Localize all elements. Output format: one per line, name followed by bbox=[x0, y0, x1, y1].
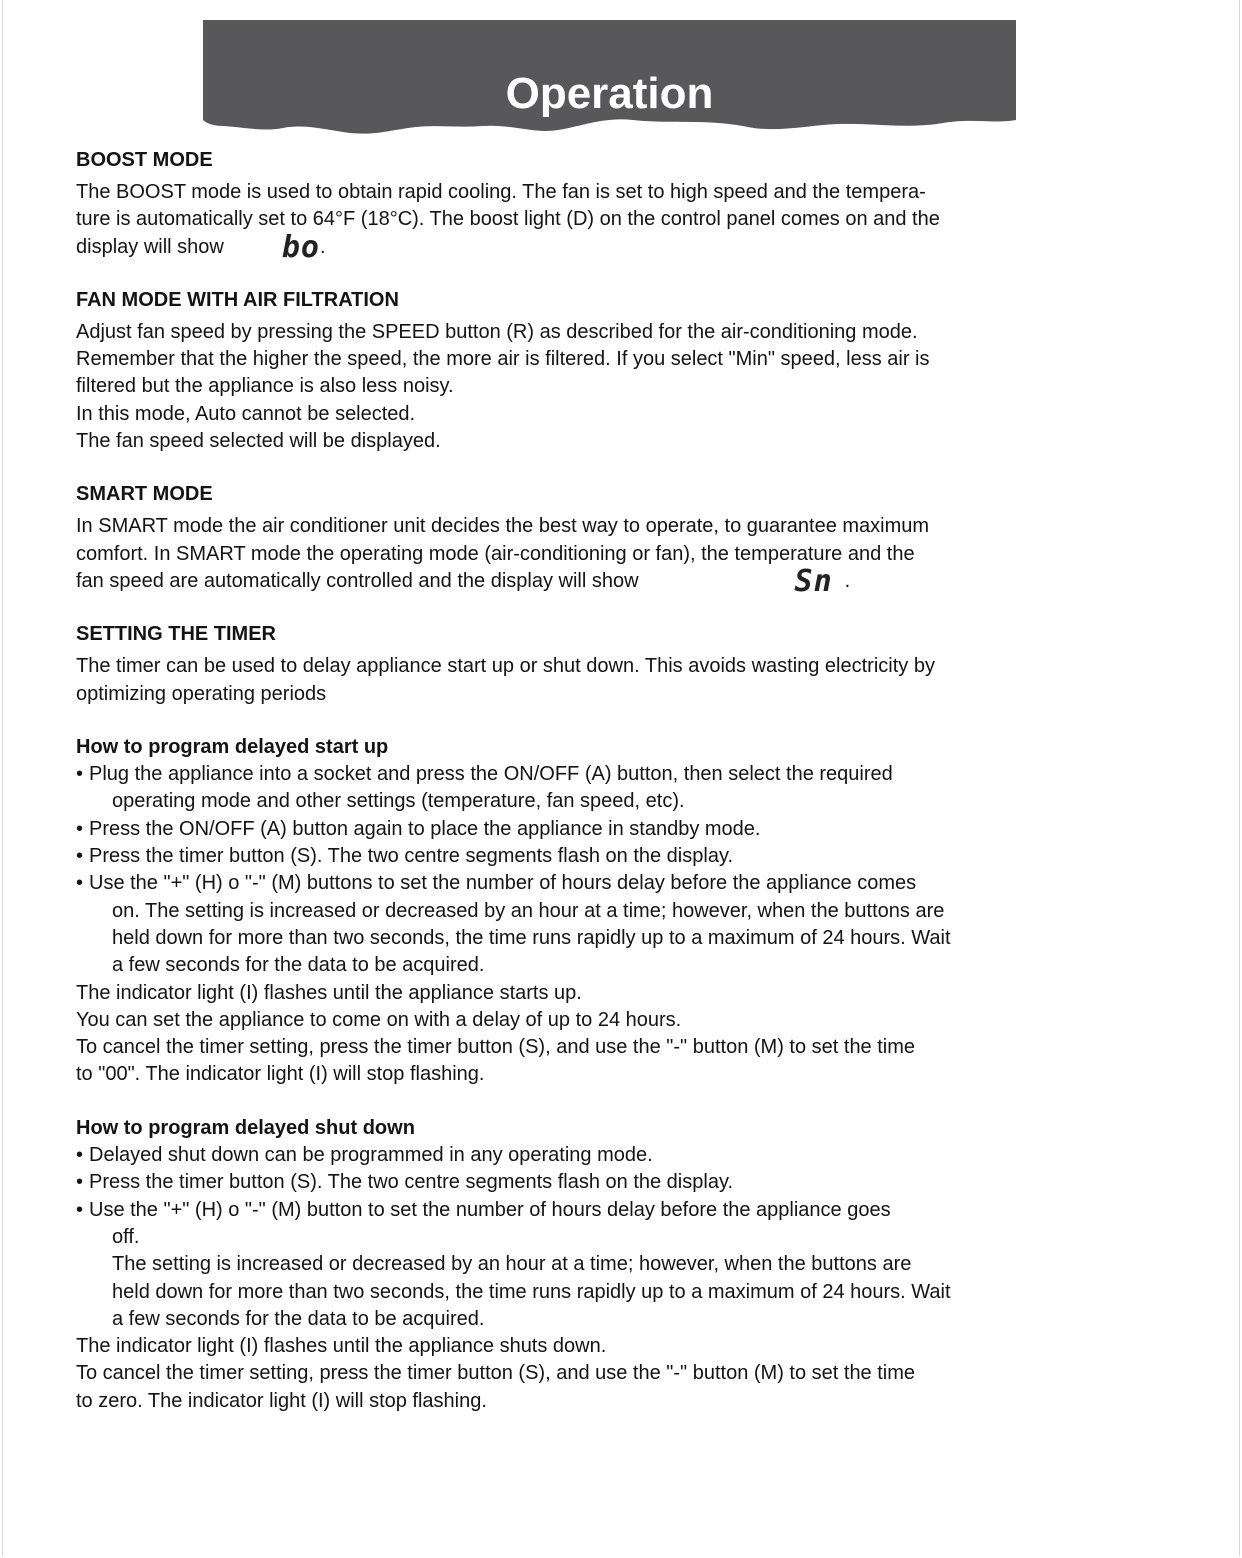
bullet-icon: • bbox=[76, 1198, 84, 1221]
section-title: SMART MODE bbox=[76, 483, 213, 506]
list-item-continuation: held down for more than two seconds, the time runs rapidly up to a maximum of 24 hours. Wait bbox=[112, 926, 951, 949]
list-item-continuation: off. bbox=[112, 1225, 140, 1248]
subsection-title: How to program delayed shut down bbox=[76, 1116, 415, 1139]
lcd-display-bo: bo bbox=[281, 229, 320, 265]
paragraph-line: to "00". The indicator light (I) will stop flashing. bbox=[76, 1063, 485, 1086]
text-span: Press the timer button (S). The two centre segments flash on the display. bbox=[89, 845, 734, 868]
shutdown-section bbox=[76, 1115, 986, 1415]
subsection-title: How to program delayed start up bbox=[76, 735, 389, 758]
section-title: SETTING THE TIMER bbox=[76, 623, 276, 646]
paragraph-line: filtered but the appliance is also less noisy. bbox=[76, 375, 454, 398]
text-span: Use the "+" (H) o "-" (M) buttons to set the number of hours delay before the appliance comes bbox=[89, 872, 917, 895]
list-item-continuation: a few seconds for the data to be acquired. bbox=[112, 1307, 485, 1330]
fan-section bbox=[76, 287, 986, 455]
bullet-icon: • bbox=[76, 872, 84, 895]
punctuation: . bbox=[319, 235, 326, 258]
paragraph-line bbox=[76, 563, 986, 599]
paragraph-line bbox=[76, 229, 986, 265]
paragraph-line: To cancel the timer setting, press the timer button (S), and use the "-" button (M) to set the time bbox=[76, 1036, 916, 1059]
list-item-continuation: The setting is increased or decreased by an hour at a time; however, when the buttons are bbox=[112, 1253, 912, 1276]
boost-section bbox=[76, 147, 986, 265]
smart-section bbox=[76, 481, 986, 599]
text-span: Press the timer button (S). The two centre segments flash on the display. bbox=[89, 1171, 734, 1194]
bullet-icon: • bbox=[76, 1144, 84, 1167]
text-span: Plug the appliance into a socket and press the ON/OFF (A) button, then select the required bbox=[89, 763, 893, 786]
bullet-icon: • bbox=[76, 845, 84, 868]
section-title: BOOST MODE bbox=[76, 149, 213, 171]
section-title: FAN MODE WITH AIR FILTRATION bbox=[76, 288, 399, 311]
paragraph-line: comfort. In SMART mode the operating mode (air-conditioning or fan), the temperature and the bbox=[76, 542, 915, 565]
list-item-continuation: operating mode and other settings (temperature, fan speed, etc). bbox=[112, 790, 685, 813]
paragraph-line: The indicator light (I) flashes until the appliance shuts down. bbox=[76, 1335, 607, 1358]
list-item-continuation: on. The setting is increased or decreased by an hour at a time; however, when the buttons are bbox=[112, 899, 945, 922]
bullet-icon: • bbox=[76, 763, 84, 786]
paragraph-line: ture is automatically set to 64°F (18°C). The boost light (D) on the control panel comes on and the bbox=[76, 208, 940, 231]
list-item bbox=[76, 843, 986, 870]
paragraph-line: You can set the appliance to come on with a delay of up to 24 hours. bbox=[76, 1008, 682, 1031]
list-item bbox=[76, 761, 986, 788]
paragraph-line: Adjust fan speed by pressing the SPEED button (R) as described for the air-conditioning mode. bbox=[76, 320, 918, 343]
header-banner bbox=[203, 20, 1016, 140]
text-span: Use the "+" (H) o "-" (M) button to set the number of hours delay before the appliance goes bbox=[89, 1198, 891, 1221]
page-title: Operation bbox=[505, 69, 714, 118]
punctuation: . bbox=[844, 569, 851, 592]
paragraph-line: Remember that the higher the speed, the more air is filtered. If you select "Min" speed, less air is bbox=[76, 348, 930, 371]
paragraph-line: The indicator light (I) flashes until the appliance starts up. bbox=[76, 981, 582, 1004]
lcd-display-sn: Sn bbox=[794, 563, 833, 599]
text-span: display will show bbox=[76, 235, 224, 258]
list-item-continuation: held down for more than two seconds, the time runs rapidly up to a maximum of 24 hours. Wait bbox=[112, 1280, 951, 1303]
paragraph-line: to zero. The indicator light (I) will stop flashing. bbox=[76, 1389, 487, 1412]
list-item bbox=[76, 1197, 986, 1224]
paragraph-line: The timer can be used to delay appliance start up or shut down. This avoids wasting electricity by bbox=[76, 655, 935, 678]
list-item bbox=[76, 870, 986, 897]
text-span: Press the ON/OFF (A) button again to place the appliance in standby mode. bbox=[89, 817, 761, 840]
paragraph-line: To cancel the timer setting, press the timer button (S), and use the "-" button (M) to set the time bbox=[76, 1362, 916, 1385]
document-body bbox=[76, 147, 986, 1441]
paragraph-line: The fan speed selected will be displayed. bbox=[76, 430, 441, 453]
startup-section bbox=[76, 734, 986, 1089]
paragraph-line: In SMART mode the air conditioner unit decides the best way to operate, to guarantee maximum bbox=[76, 515, 930, 538]
paragraph-line: In this mode, Auto cannot be selected. bbox=[76, 402, 416, 425]
text-span: Delayed shut down can be programmed in any operating mode. bbox=[89, 1144, 653, 1167]
list-item bbox=[76, 1169, 986, 1196]
paragraph-line: optimizing operating periods bbox=[76, 682, 327, 705]
list-item bbox=[76, 1142, 986, 1169]
paragraph-line: The BOOST mode is used to obtain rapid cooling. The fan is set to high speed and the tempera- bbox=[76, 181, 926, 203]
timer-section bbox=[76, 621, 986, 708]
bullet-icon: • bbox=[76, 1171, 84, 1194]
text-span: fan speed are automatically controlled and the display will show bbox=[76, 569, 639, 592]
bullet-icon: • bbox=[76, 817, 84, 840]
list-item-continuation: a few seconds for the data to be acquired. bbox=[112, 954, 485, 977]
list-item bbox=[76, 816, 986, 843]
